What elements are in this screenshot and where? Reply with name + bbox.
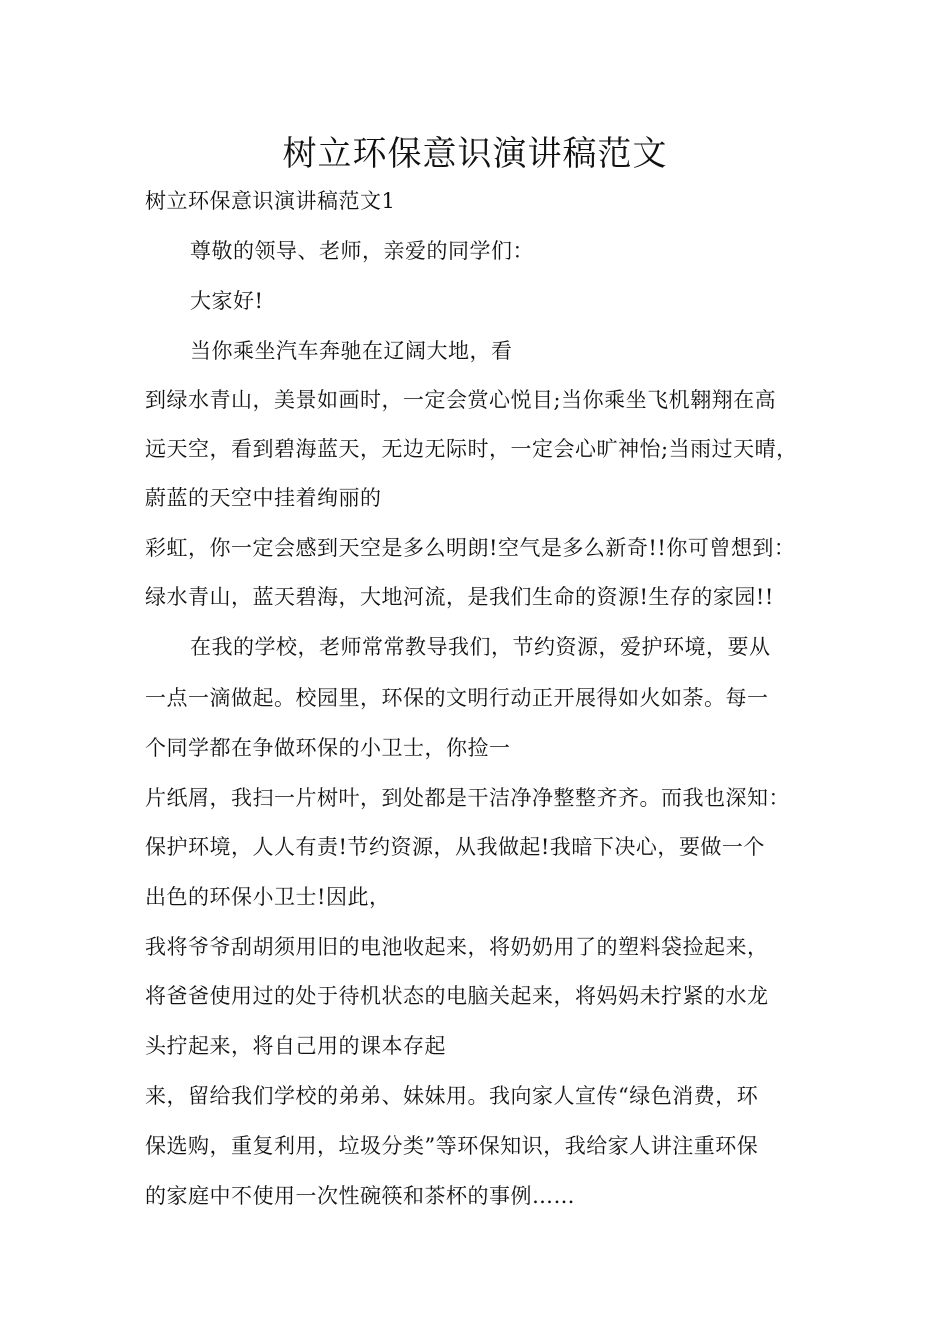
paragraph-line: 绿水青山，蓝天碧海，大地河流，是我们生命的资源!生存的家园!!	[145, 585, 774, 609]
paragraph-line: 的家庭中不使用一次性碗筷和茶杯的事例……	[145, 1184, 575, 1208]
paragraph-line: 在我的学校，老师常常教导我们，节约资源，爱护环境，要从	[190, 635, 771, 659]
paragraph-line: 蔚蓝的天空中挂着绚丽的	[145, 486, 382, 510]
paragraph-line: 尊敬的领导、老师，亲爱的同学们：	[190, 239, 534, 263]
paragraph-line: 个同学都在争做环保的小卫士，你捡一	[145, 736, 511, 760]
paragraph-line: 将爸爸使用过的处于待机状态的电脑关起来，将妈妈未拧紧的水龙	[145, 984, 769, 1008]
paragraph-line: 远天空，看到碧海蓝天，无边无际时，一定会心旷神怡;当雨过天晴，	[145, 437, 798, 461]
paragraph-line: 当你乘坐汽车奔驰在辽阔大地，看	[190, 339, 513, 363]
paragraph-line: 来，留给我们学校的弟弟、妹妹用。我向家人宣传“绿色消费，环	[145, 1084, 759, 1108]
paragraph-line: 到绿水青山，美景如画时，一定会赏心悦目;当你乘坐飞机翱翔在高	[145, 388, 777, 412]
section-heading: 树立环保意识演讲稿范文1	[145, 189, 396, 213]
paragraph-line: 我将爷爷刮胡须用旧的电池收起来，将奶奶用了的塑料袋捡起来，	[145, 935, 769, 959]
paragraph-line: 一点一滴做起。校园里，环保的文明行动正开展得如火如荼。每一	[145, 686, 769, 710]
paragraph-line: 大家好!	[190, 289, 264, 313]
paragraph-line: 出色的环保小卫士!因此，	[145, 885, 391, 909]
paragraph-line: 头拧起来，将自己用的课本存起	[145, 1034, 446, 1058]
paragraph-line: 保选购，重复利用，垃圾分类”等环保知识，我给家人讲注重环保	[145, 1134, 759, 1158]
paragraph-line: 片纸屑，我扫一片树叶，到处都是干洁净净整整齐齐。而我也深知：	[145, 786, 790, 810]
paragraph-line: 彩虹，你一定会感到天空是多么明朗!空气是多么新奇!!你可曾想到：	[145, 536, 796, 560]
paragraph-line: 保护环境，人人有责!节约资源，从我做起!我暗下决心，要做一个	[145, 835, 765, 859]
document-title: 树立环保意识演讲稿范文	[282, 134, 668, 174]
